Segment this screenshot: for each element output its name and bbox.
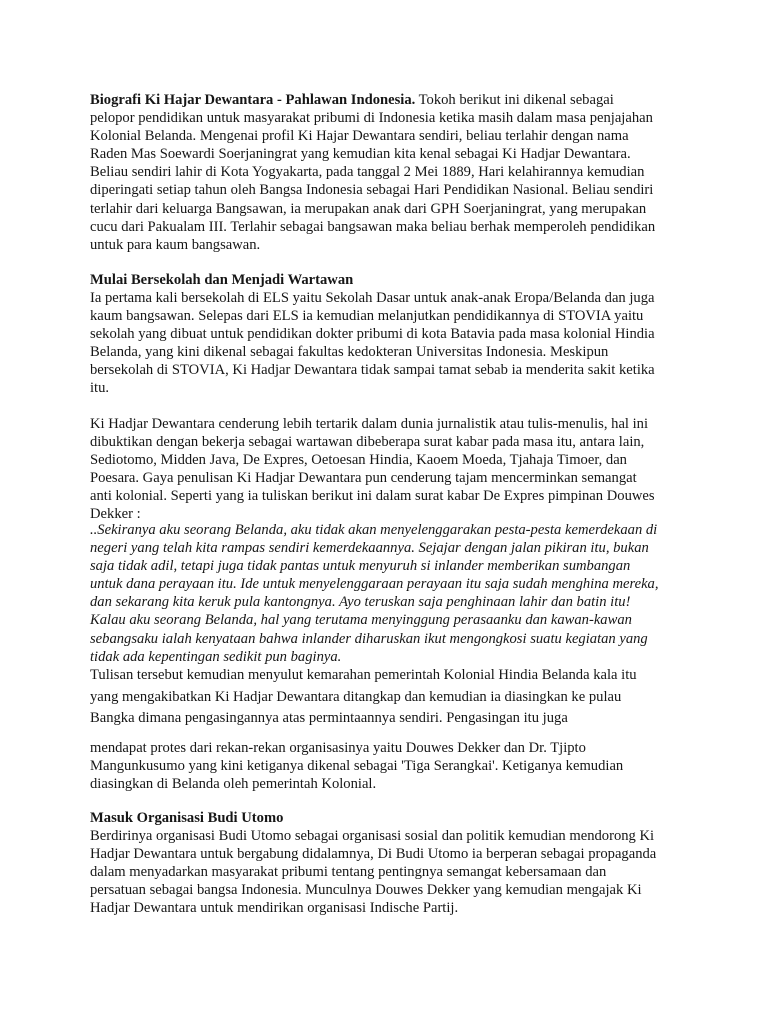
protest-paragraph xyxy=(90,739,690,793)
budi-utomo-line: Hadjar Dewantara untuk mendirikan organisasi Indische Partij. xyxy=(90,900,459,917)
journalism-paragraph xyxy=(90,415,690,524)
protest-line: diasingkan di Belanda oleh pemerintah Kolonial. xyxy=(90,776,377,793)
school-paragraph xyxy=(90,289,690,398)
quote-line: negeri yang telah kita rampas sendiri kemerdekaannya. Sejajar dengan jalan pikiran itu, bukan xyxy=(90,540,649,557)
protest-line: mendapat protes dari rekan-rekan organisasinya yaitu Douwes Dekker dan Dr. Tjipto xyxy=(90,740,586,756)
intro-first-line-text: Tokoh berikut ini dikenal sebagai xyxy=(415,92,614,108)
school-line: kaum bangsawan. Selepas dari ELS ia kemudian melanjutkan pendidikannya di STOVIA yaitu xyxy=(90,308,644,325)
journalism-line: Poesara. Gaya penulisan Ki Hadjar Dewantara pun cenderung tajam mencerminkan semangat xyxy=(90,470,637,487)
protest-line: Mangunkusumo yang kini ketiganya dikenal sebagai 'Tiga Serangkai'. Ketiganya kemudian xyxy=(90,758,624,775)
journalism-line: Ki Hadjar Dewantara cenderung lebih tertarik dalam dunia jurnalistik atau tulis-menulis, hal ini xyxy=(90,416,649,432)
intro-line: untuk para kaum bangsawan. xyxy=(90,236,261,253)
budi-utomo-line: dalam menyadarkan masyarakat pribumi tentang pentingnya semangat kebersamaan dan xyxy=(90,864,607,881)
journalism-line: Sediotomo, Midden Java, De Expres, Oetoesan Hindia, Kaoem Moeda, Tjahaja Timoer, dan xyxy=(90,452,627,469)
quote-line: tidak ada kepentingan sedikit pun baginya. xyxy=(90,648,342,665)
article-title: Biografi Ki Hajar Dewantara - Pahlawan Indonesia. xyxy=(90,92,416,108)
quote-line: untuk dana perayaan itu. Ide untuk menyelenggaraan perayaan itu saja sudah menghina mereka, xyxy=(90,576,659,593)
quote-line: ..Sekiranya aku seorang Belanda, aku tidak akan menyelenggarakan pesta-pesta kemerdekaan di xyxy=(90,522,658,538)
intro-line: pelopor pendidikan untuk masyarakat pribumi di Indonesia ketika masih dalam masa penjajahan xyxy=(90,110,653,127)
intro-line: Raden Mas Soewardi Soerjaningrat yang kemudian kita kenal sebagai Ki Hadjar Dewantara. xyxy=(90,146,631,163)
intro-line: cucu dari Pakualam III. Terlahir sebagai bangsawan maka beliau berhak memperoleh pendidikan xyxy=(90,218,656,235)
journalism-line: dibuktikan dengan bekerja sebagai wartawan dibeberapa surat kabar pada masa itu, antara lain, xyxy=(90,434,645,451)
intro-line: diperingati setiap tahun oleh Bangsa Indonesia sebagai Hari Pendidikan Nasional. Beliau sendiri xyxy=(90,182,654,199)
school-line: itu. xyxy=(90,380,110,397)
budi-utomo-line: Berdirinya organisasi Budi Utomo sebagai organisasi sosial dan politik kemudian mendorong Ki xyxy=(90,828,655,844)
quote-line: Kalau aku seorang Belanda, hal yang terutama menyinggung perasaanku dan kawan-kawan xyxy=(90,612,632,629)
intro-paragraph xyxy=(90,91,690,254)
section-heading-school: Mulai Bersekolah dan Menjadi Wartawan xyxy=(90,272,354,288)
intro-line: terlahir dari keluarga Bangsawan, ia merupakan anak dari GPH Soerjaningrat, yang merupakan xyxy=(90,200,647,217)
exile-line: Bangka dimana pengasingannya atas permintaannya sendiri. Pengasingan itu juga xyxy=(90,710,568,726)
quote-paragraph xyxy=(90,521,690,666)
quote-line: saja tidak adil, tetapi juga tidak pantas untuk menyuruh si inlander memberikan sumbangan xyxy=(90,558,631,575)
budi-utomo-paragraph xyxy=(90,827,690,917)
school-line: Ia pertama kali bersekolah di ELS yaitu Sekolah Dasar untuk anak-anak Eropa/Belanda dan juga xyxy=(90,290,655,306)
quote-line: sebangsaku ialah kenyataan bahwa inlander diharuskan ikut mengongkosi suatu kegiatan yang xyxy=(90,630,648,647)
journalism-line: Dekker : xyxy=(90,506,141,523)
school-line: Belanda, yang kini dikenal sebagai fakultas kedokteran Universitas Indonesia. Meskipun xyxy=(90,344,609,361)
budi-utomo-line: Hadjar Dewantara untuk bergabung didalamnya, Di Budi Utomo ia berperan sebagai propaganda xyxy=(90,846,657,863)
journalism-line: anti kolonial. Seperti yang ia tuliskan berikut ini dalam surat kabar De Expres pimpinan Douwes xyxy=(90,488,655,505)
intro-line: Beliau sendiri lahir di Kota Yogyakarta, pada tanggal 2 Mei 1889, Hari kelahirannya kemudian xyxy=(90,164,645,181)
exile-line: Tulisan tersebut kemudian menyulut kemarahan pemerintah Kolonial Hindia Belanda kala itu xyxy=(90,667,637,683)
school-line: sekolah yang dibuat untuk pendidikan dokter pribumi di kota Batavia pada masa kolonial Hindia xyxy=(90,326,655,343)
intro-line: Kolonial Belanda. Mengenai profil Ki Hajar Dewantara sendiri, beliau terlahir dengan nama xyxy=(90,128,629,145)
school-line: bersekolah di STOVIA, Ki Hadjar Dewantara tidak sampai tamat sebab ia menderita sakit ketika xyxy=(90,362,655,379)
quote-line: dan sekarang kita keruk pula kantongnya. Ayo teruskan saja penghinaan lahir dan batin itu! xyxy=(90,594,631,611)
budi-utomo-line: persatuan sebagai bangsa Indonesia. Munculnya Douwes Dekker yang kemudian mengajak Ki xyxy=(90,882,642,899)
exile-paragraph xyxy=(90,665,690,730)
intro-first-line xyxy=(90,91,690,109)
section-heading-budi-utomo: Masuk Organisasi Budi Utomo xyxy=(90,810,284,826)
exile-line: yang mengakibatkan Ki Hadjar Dewantara ditangkap dan kemudian ia diasingkan ke pulau xyxy=(90,688,622,705)
